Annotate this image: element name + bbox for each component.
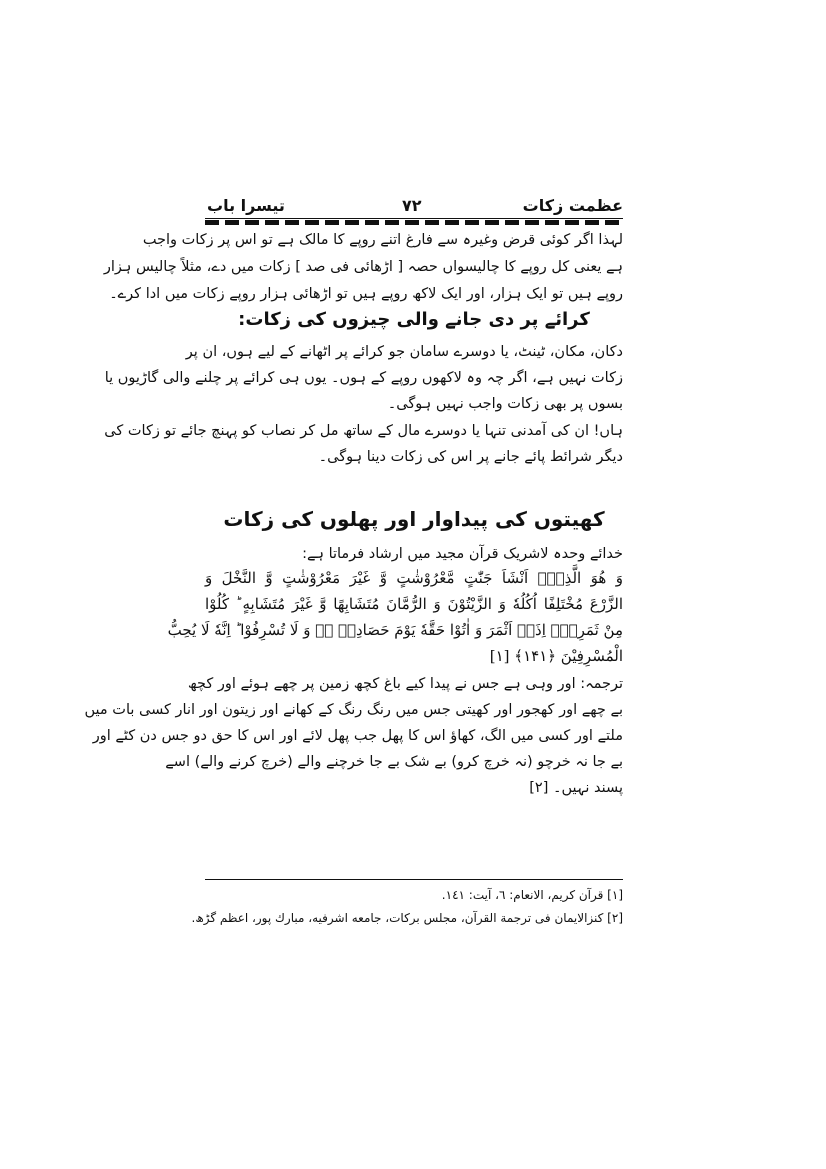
verse-line: الْمُسْرِفِیْنَ ﴿۱۴۱﴾ [۱] [489, 647, 623, 665]
text-line: خدائے وحدہ لاشریک قرآن مجید میں ارشاد فرماتا ہے: [302, 546, 623, 562]
translation-line: بے جا نہ خرچو (نہ خرچ کرو) بے شک بے جا خرچنے والے (خرچ کرنے والے) اسے [165, 754, 623, 770]
text-line: ہے یعنی کل روپے کا چالیسواں حصہ [ اڑھائی فی صد ] زکات میں دے، مثلاً چالیس ہزار [103, 259, 623, 275]
translation-line: پسند نہیں۔ [۲] [529, 780, 623, 796]
verse-line: مِنْ ثَمَرِهٖۤ اِذَاۤ اَثْمَرَ وَ اٰتُوْا حَقَّهٗ یَوْمَ حَصَادِهٖ ۖ٘ وَ لَا تُسْرِفُوْا ؕ اِنَّهٗ لَا یُحِبُّ [167, 621, 623, 639]
header-dashed-rule [205, 220, 623, 225]
section-heading: کرائے پر دی جانے والی چیزوں کی زکات: [238, 309, 590, 330]
book-title: عظمت زکات [522, 196, 623, 215]
footnote: [۲] کنزالایمان فی ترجمة القرآن، مجلس برکات، جامعه اشرفیه، مبارك پور، اعظم گڑھ. [191, 911, 623, 925]
text-line: بسوں پر بھی زکات واجب نہیں ہوگی۔ [387, 396, 623, 412]
translation-line: ملتے اور کسی میں الگ، کھاؤ اس کا پھل جب پھل لائے اور اس کا حق دو جس دن کٹے اور [92, 728, 623, 744]
translation-line: بے چھے اور کھجور اور کھیتی جس میں رنگ رنگ کے کھانے اور زیتون اور انار کسی بات میں [84, 702, 623, 718]
verse-line: الزَّرْعَ مُخْتَلِفًا اُكُلُهٗ وَ الزَّیْتُوْنَ وَ الرُّمَّانَ مُتَشَابِهًا وَّ غَیْرَ مُتَشَابِهٍ ؕ كُلُوْا [205, 595, 623, 613]
text-line: ہاں! ان کی آمدنی تنہا یا دوسرے مال کے ساتھ مل کر نصاب کو پہنچ جائے تو زکات کی [104, 423, 623, 439]
text-line: لہذا اگر کوئی قرض وغیرہ سے فارغ اتنے روپے کا مالک ہے تو اس پر زکات واجب [142, 232, 623, 248]
header-rule [205, 218, 623, 219]
text-line: دکان، مکان، ٹینٹ، یا دوسرے سامان جو کرائے پر اٹھانے کے لیے ہوں، ان پر [185, 344, 623, 360]
footnote: [۱] قرآن کریم، الانعام: ٦، آیت: ١٤١. [441, 888, 623, 902]
translation-line: ترجمہ: اور وہی ہے جس نے پیدا کیے باغ کچھ زمین پر چھے ہوئے اور کچھ [187, 676, 623, 692]
text-line: دیگر شرائط پائے جانے پر اس کی زکات دینا ہوگی۔ [318, 449, 623, 465]
page-number: ۷۲ [402, 196, 422, 215]
text-line: زکات نہیں ہے، اگر چہ وہ لاکھوں روپے کے ہوں۔ یوں ہی کرائے پر چلنے والی گاڑیوں یا [104, 370, 623, 386]
verse-line: وَ هُوَ الَّذِیْۤ اَنْشَاَ جَنّٰتٍ مَّعْرُوْشٰتٍ وَّ غَیْرَ مَعْرُوْشٰتٍ وَّ النَّخْلَ وَ [205, 569, 623, 587]
footnote-rule [205, 879, 623, 880]
text-line: روپے ہیں تو ایک ہزار، اور ایک لاکھ روپے ہیں تو اڑھائی ہزار روپے زکات میں ادا کرے۔ [109, 286, 623, 302]
section-heading: کھیتوں کی پیداوار اور پھلوں کی زکات [223, 507, 605, 531]
chapter-title: تیسرا باب [207, 196, 285, 215]
